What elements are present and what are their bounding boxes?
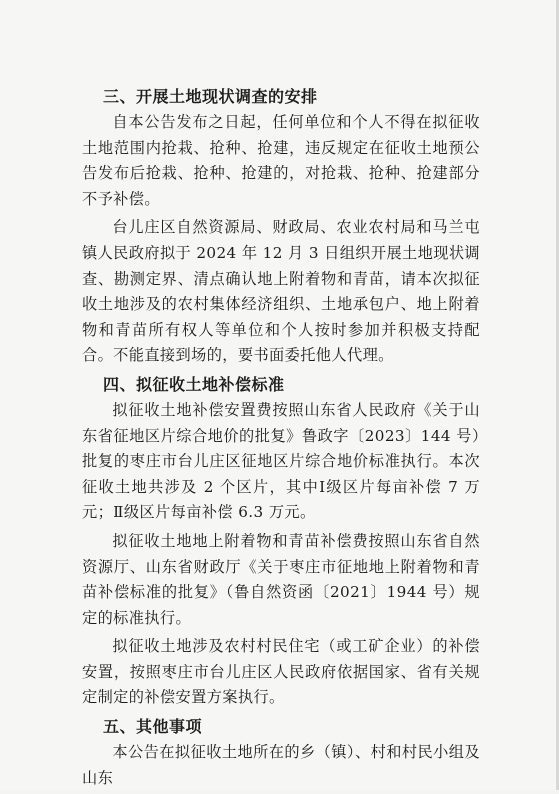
section-heading-3: 三、开展土地现状调查的安排 bbox=[103, 87, 318, 106]
paragraph: 自本公告发布之日起，任何单位和个人不得在拟征收土地范围内抢栽、抢种、抢建，违反规定在征收土地预公告发布后抢栽、抢种、抢建的，对抢栽、抢种、抢建部分不予补偿。 bbox=[82, 113, 480, 208]
section-heading-5: 五、其他事项 bbox=[103, 717, 203, 737]
paragraph: 拟征收土地涉及农村村民住宅（或工矿企业）的补偿安置，按照枣庄市台儿庄区人民政府依据国家、省有关规定制定的补偿安置方案执行。 bbox=[82, 637, 480, 707]
section-heading-4: 四、拟征收土地补偿标准 bbox=[103, 374, 285, 394]
paragraph: 拟征收土地补偿安置费按照山东省人民政府《关于山东省征地区片综合地价的批复》鲁政字〔2023〕144 号）批复的枣庄市台儿庄区征地区片综合地价标准执行。本次征收土地共涉及 2 个区片，其中Ⅰ级区片每亩补偿 7 万元；Ⅱ级区片每亩补偿 6.3 万元。 bbox=[82, 400, 480, 522]
document-body bbox=[82, 84, 480, 794]
paragraph: 本公告在拟征收土地所在的乡（镇）、村和村民小组及山东 bbox=[82, 743, 480, 787]
paragraph: 台儿庄区自然资源局、财政局、农业农村局和马兰屯镇人民政府拟于 2024 年 12 月 3 日组织开展土地现状调查、勘测定界、清点确认地上附着物和青苗，请本次拟征收土地涉及的农村集体经济组织、土地承包户、地上附着物和青苗所有权人等单位和个人按时参加并积极支持配合。不能直接到场的，要书面委托他人代理。 bbox=[82, 218, 480, 365]
paragraph: 拟征收土地地上附着物和青苗补偿费按照山东省自然资源厅、山东省财政厅《关于枣庄市征地地上附着物和青苗补偿标准的批复》（鲁自然资函〔2021〕1944 号）规定的标准执行。 bbox=[82, 531, 480, 627]
